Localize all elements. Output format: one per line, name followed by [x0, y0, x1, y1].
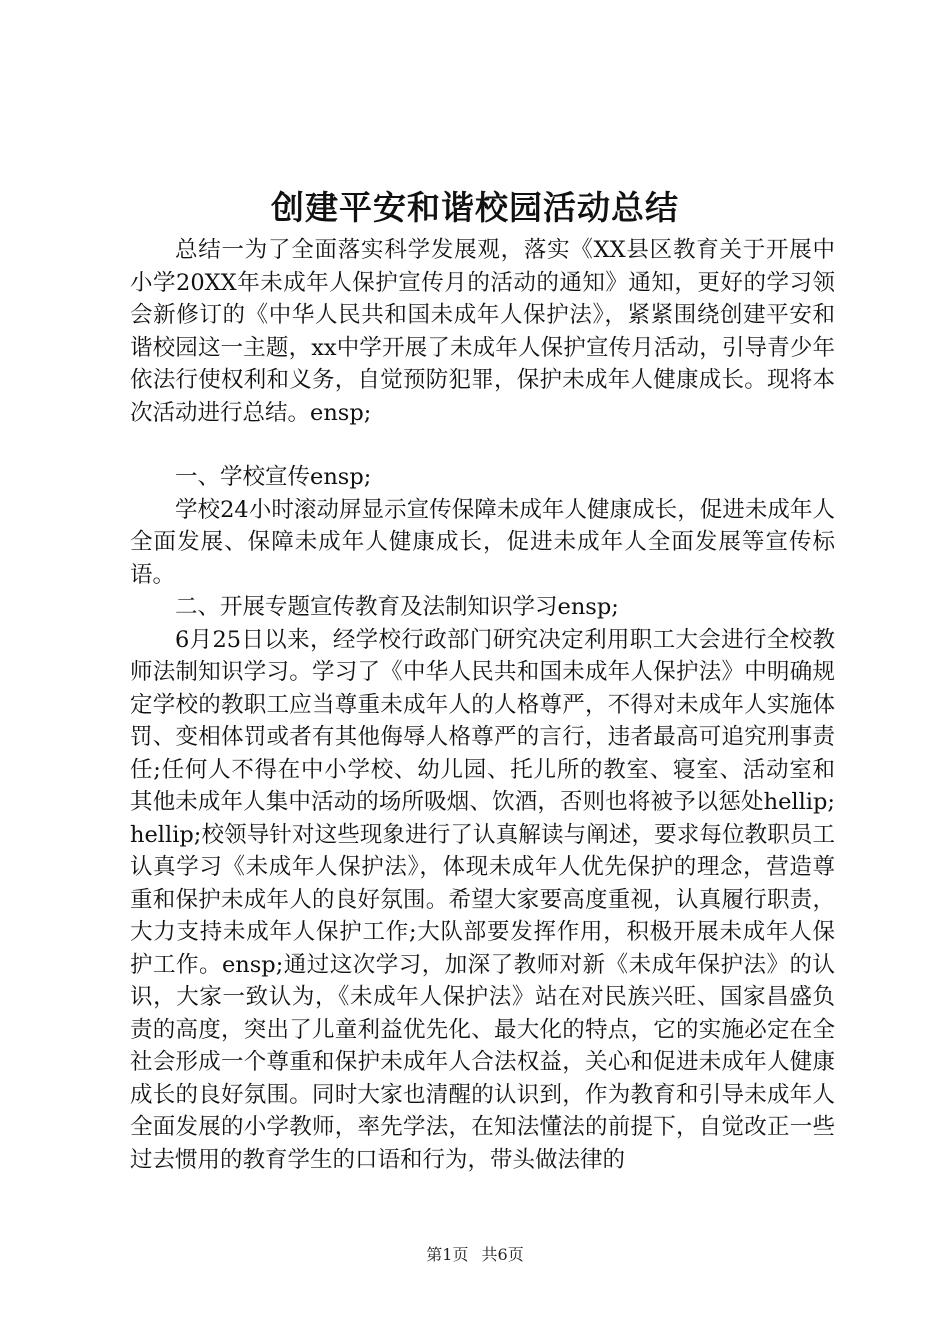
page-number: 第1页	[426, 1245, 469, 1264]
page-count: 共6页	[481, 1245, 524, 1264]
document-body	[130, 234, 835, 1176]
paragraph-section-2: 6月25日以来，经学校行政部门研究决定利用职工大会进行全校教师法制知识学习。学习了《中华人民共和国未成年人保护法》中明确规定学校的教职工应当尊重未成年人的人格尊严，不得对未成年人实施体罚、变相体罚或者有其他侮辱人格尊严的言行，违者最高可追究刑事责任;任何人不得在中小学校、幼儿园、托儿所的教室、寝室、活动室和其他未成年人集中活动的场所吸烟、饮酒，否则也将被予以惩处hellip;hellip;校领导针对这些现象进行了认真解读与阐述，要求每位教职员工认真学习《未成年人保护法》，体现未成年人优先保护的理念，营造尊重和保护未成年人的良好氛围。希望大家要高度重视，认真履行职责，大力支持未成年人保护工作;大队部要发挥作用，积极开展未成年人保护工作。ensp;通过这次学习，加深了教师对新《未成年保护法》的认识，大家一致认为，《未成年人保护法》站在对民族兴旺、国家昌盛负责的高度，突出了儿童利益优先化、最大化的特点，它的实施必定在全社会形成一个尊重和保护未成年人合法权益，关心和促进未成年人健康成长的良好氛围。同时大家也清醒的认识到，作为教育和引导未成年人全面发展的小学教师，率先学法，在知法懂法的前提下，自觉改正一些过去惯用的教育学生的口语和行为，带头做法律的	[130, 626, 835, 1173]
document-title: 创建平安和谐校园活动总结	[271, 188, 679, 227]
page-footer	[0, 1245, 950, 1265]
paragraph-intro: 总结一为了全面落实科学发展观，落实《XX县区教育关于开展中小学20XX年未成年人保护宣传月的活动的通知》通知，更好的学习领会新修订的《中华人民共和国未成年人保护法》，紧紧围绕创建平安和谐校园这一主题，xx中学开展了未成年人保护宣传月活动，引导青少年依法行使权利和义务，自觉预防犯罪，保护未成年人健康成长。现将本次活动进行总结。ensp;	[130, 237, 835, 426]
paragraph-spacer	[130, 429, 835, 461]
section-heading-2: 二、开展专题宣传教育及法制知识学习ensp;	[175, 594, 619, 620]
paragraph-section-1: 学校24小时滚动屏显示宣传保障未成年人健康成长，促进未成年人全面发展、保障未成年人健康成长，促进未成年人全面发展等宣传标语。	[130, 496, 835, 588]
section-heading-1: 一、学校宣传ensp;	[175, 464, 372, 490]
